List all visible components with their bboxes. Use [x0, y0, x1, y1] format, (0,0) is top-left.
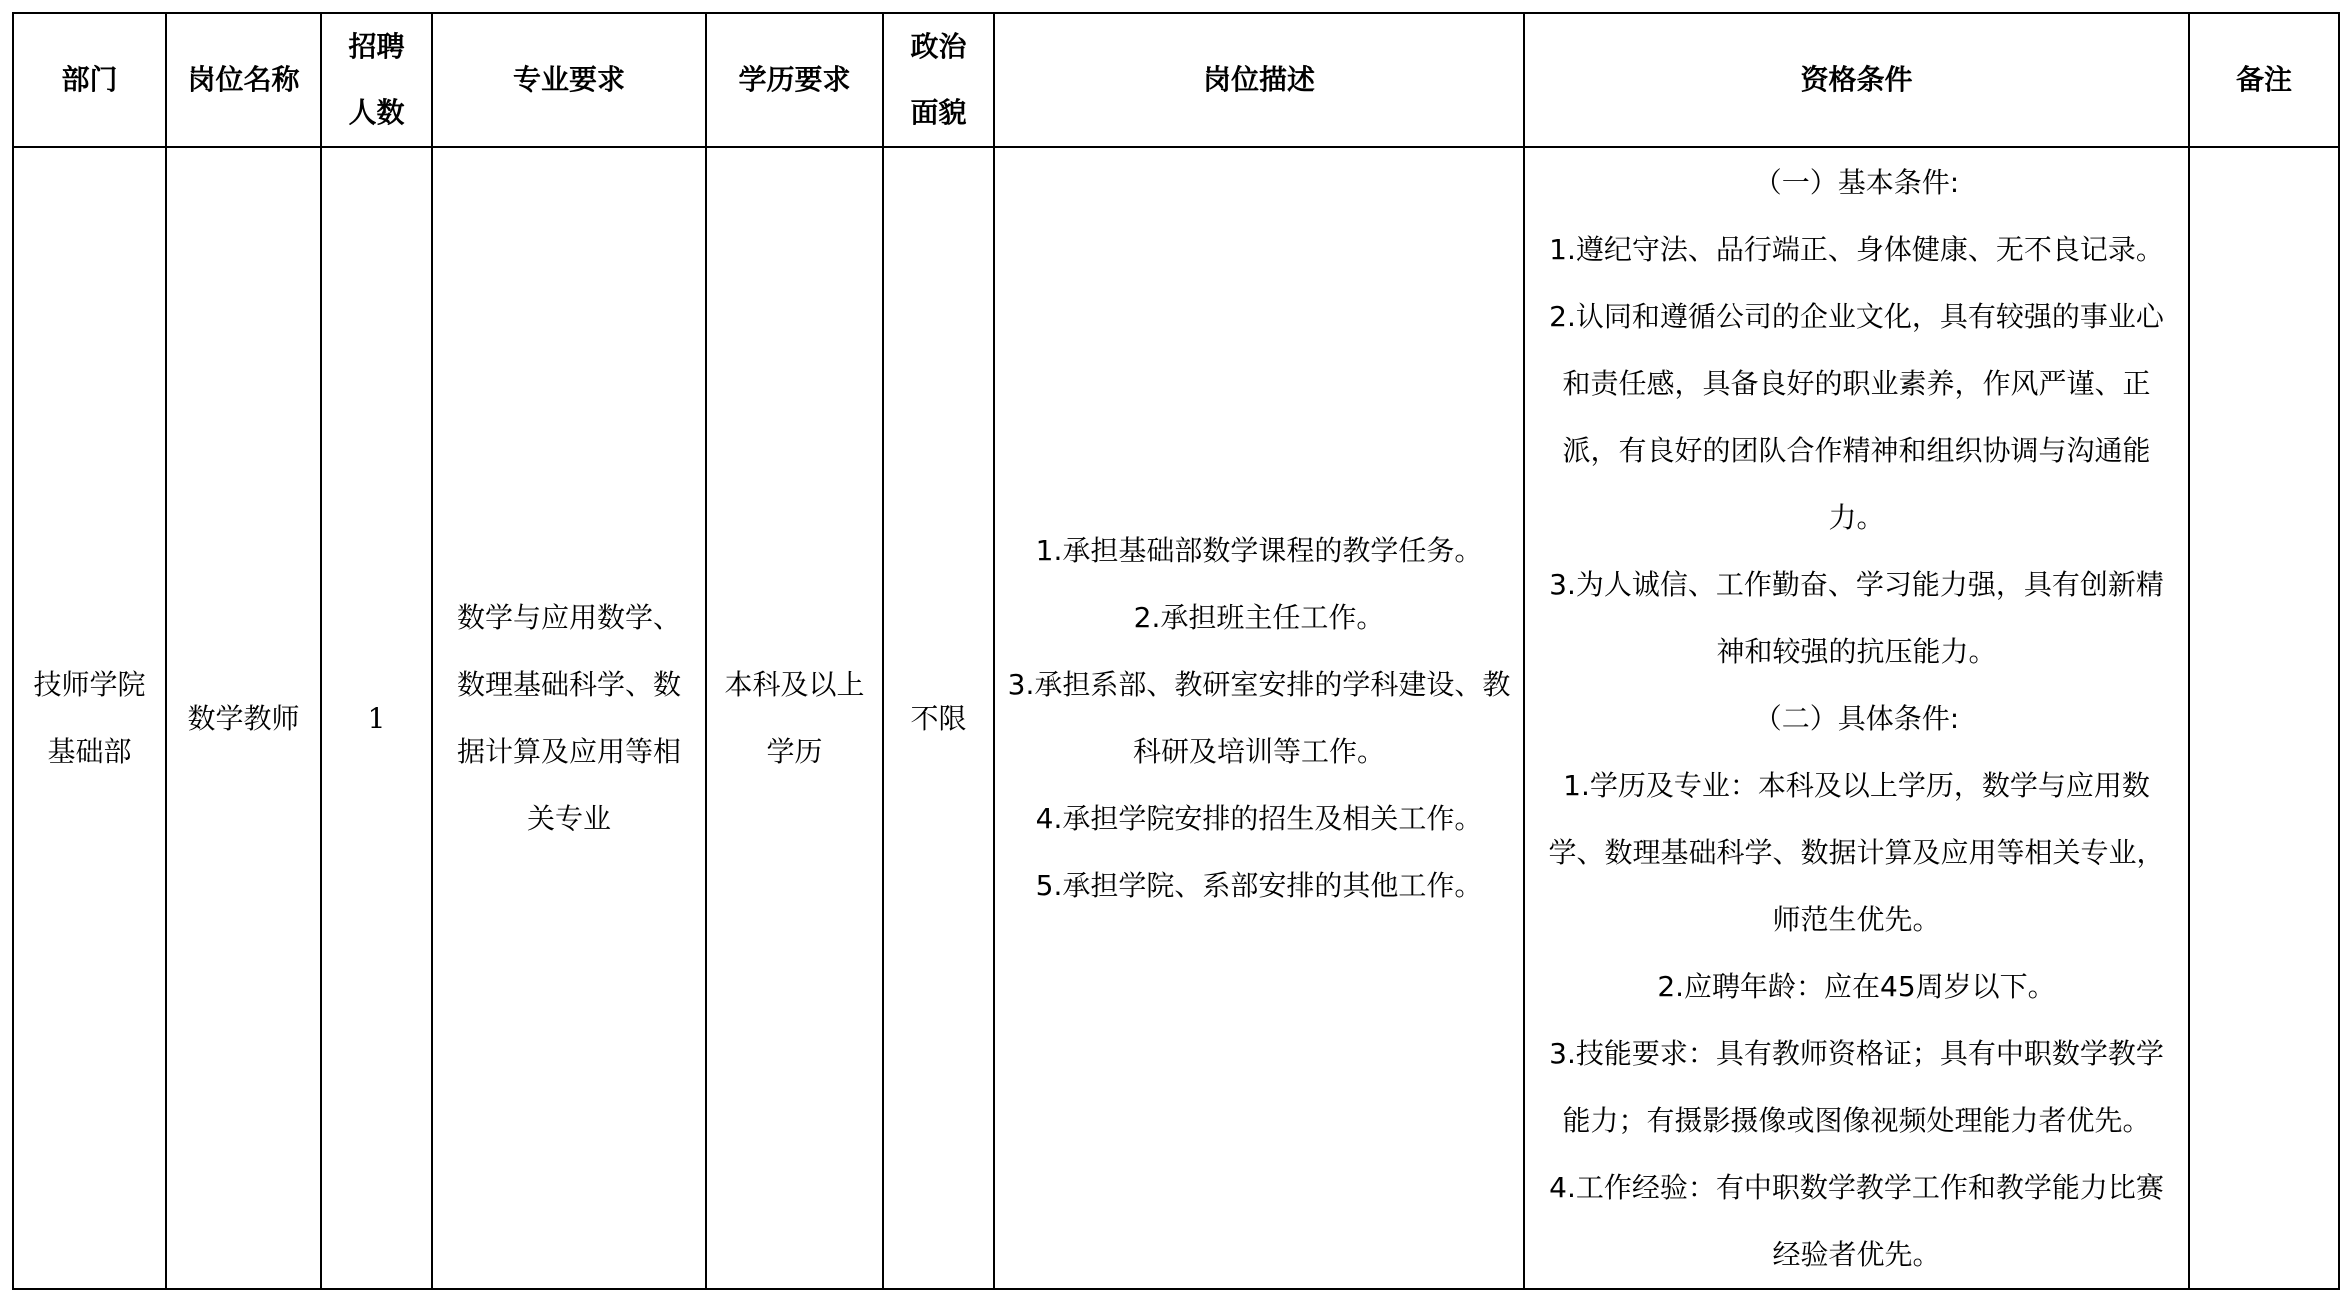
desc-item: 4.承担学院安排的招生及相关工作。 [1035, 802, 1483, 835]
header-row [13, 13, 2339, 147]
recruitment-table [12, 12, 2340, 1290]
post-text: 数学教师 [187, 701, 300, 735]
qual-list [1525, 149, 2188, 1288]
header-remark: 备注 [2189, 13, 2339, 147]
header-count: 招聘人数 [321, 13, 432, 147]
qual-item: 2.应聘年龄：应在45周岁以下。 [1657, 969, 2056, 1003]
cell-political [883, 147, 994, 1289]
desc-item: 2.承担班主任工作。 [1133, 601, 1385, 634]
count-text: 1 [367, 701, 386, 735]
cell-edu [706, 147, 883, 1289]
desc-item: 3.承担系部、教研室安排的学科建设、教科研及培训等工作。 [1007, 668, 1511, 768]
cell-remark [2189, 147, 2339, 1289]
header-edu: 学历要求 [706, 13, 883, 147]
qual-item: （二）具体条件: [1753, 701, 1960, 735]
header-dept: 部门 [13, 13, 166, 147]
qual-item: 2.认同和遵循公司的企业文化，具有较强的事业心和责任感，具备良好的职业素养，作风严谨、正派，有良好的团队合作精神和组织协调与沟通能力。 [1549, 299, 2164, 534]
qual-item: 1.遵纪守法、品行端正、身体健康、无不良记录。 [1549, 232, 2164, 266]
qual-item: 4.工作经验：有中职数学教学工作和教学能力比赛经验者优先。 [1549, 1170, 2164, 1271]
cell-major [432, 147, 706, 1289]
qual-item: 1.学历及专业：本科及以上学历，数学与应用数学、数理基础科学、数据计算及应用等相关专业，师范生优先。 [1548, 768, 2165, 936]
cell-count [321, 147, 432, 1289]
header-qual: 资格条件 [1524, 13, 2189, 147]
cell-qual [1524, 147, 2189, 1289]
edu-text: 本科及以上学历 [724, 668, 865, 768]
political-text: 不限 [910, 701, 967, 735]
major-text: 数学与应用数学、数理基础科学、数据计算及应用等相关专业 [456, 601, 681, 835]
desc-item: 1.承担基础部数学课程的教学任务。 [1035, 534, 1483, 567]
cell-desc [994, 147, 1524, 1289]
desc-list [995, 517, 1523, 919]
header-post: 岗位名称 [166, 13, 321, 147]
table-row [13, 147, 2339, 1289]
dept-text: 技师学院基础部 [33, 668, 146, 768]
qual-item: 3.为人诚信、工作勤奋、学习能力强，具有创新精神和较强的抗压能力。 [1549, 567, 2164, 668]
cell-post [166, 147, 321, 1289]
cell-dept [13, 147, 166, 1289]
desc-item: 5.承担学院、系部安排的其他工作。 [1035, 869, 1483, 902]
qual-item: （一）基本条件: [1753, 165, 1960, 199]
header-political: 政治面貌 [883, 13, 994, 147]
header-major: 专业要求 [432, 13, 706, 147]
qual-item: 3.技能要求：具有教师资格证；具有中职数学教学能力；有摄影摄像或图像视频处理能力者优先。 [1549, 1036, 2164, 1137]
header-desc: 岗位描述 [994, 13, 1524, 147]
